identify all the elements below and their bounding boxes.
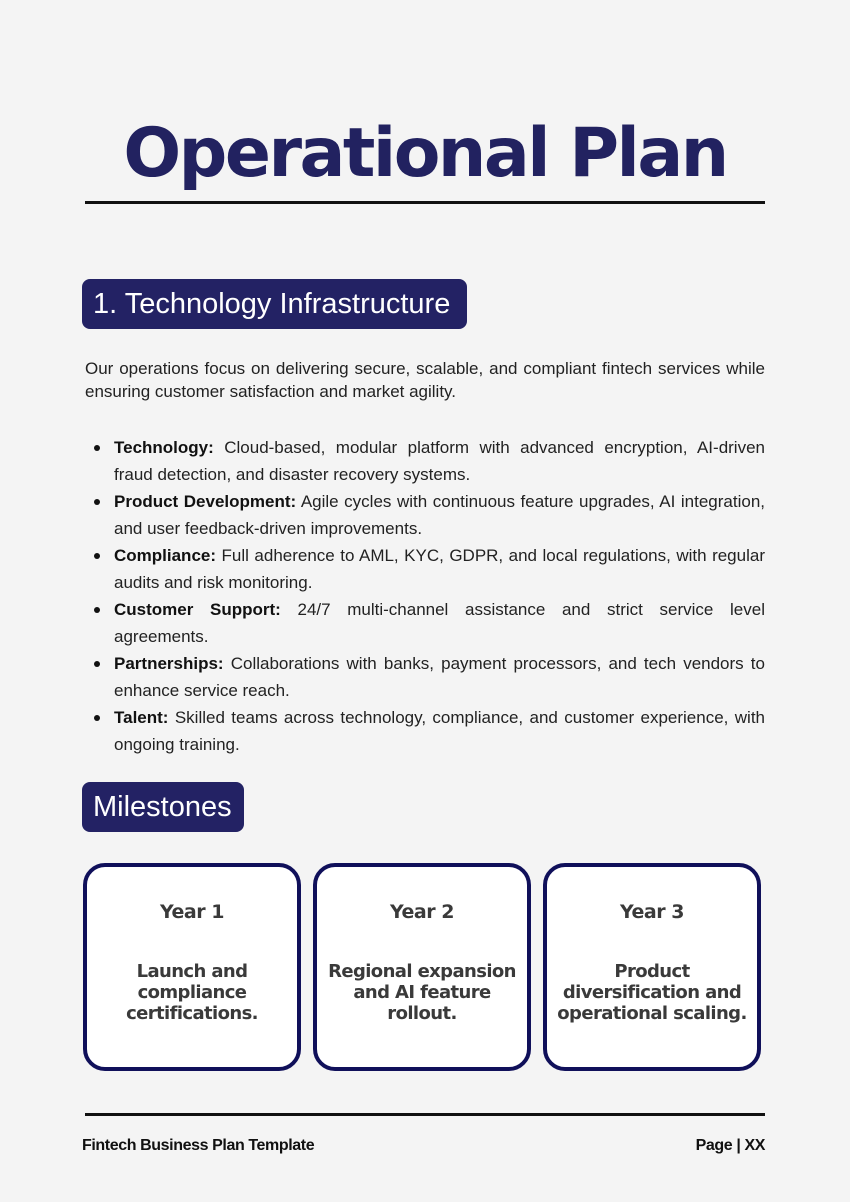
bullet-term: Talent: bbox=[114, 708, 169, 727]
milestone-card-year-2 bbox=[313, 863, 531, 1071]
milestone-cards bbox=[83, 863, 763, 1073]
milestone-year: Year 1 bbox=[160, 901, 224, 923]
milestone-card-year-3 bbox=[543, 863, 761, 1071]
milestone-description: Launch and compliance certifications. bbox=[126, 961, 258, 1024]
milestone-year: Year 3 bbox=[620, 901, 684, 923]
bullet-term: Compliance: bbox=[114, 546, 217, 565]
bullet-item-technology bbox=[85, 434, 765, 488]
footer-document-title: Fintech Business Plan Template bbox=[82, 1137, 315, 1154]
bullet-term: Partnerships: bbox=[114, 654, 224, 673]
bullet-text: 24/7 multi-channel assistance and strict service level agreements. bbox=[114, 600, 765, 646]
operations-bullet-list bbox=[85, 434, 765, 758]
intro-paragraph: Our operations focus on delivering secure, scalable, and compliant fintech services while ensuring customer satisfaction and market agility. bbox=[85, 359, 765, 401]
bullet-text: Cloud-based, modular platform with advanced encryption, AI-driven fraud detection, and disaster recovery systems. bbox=[114, 438, 765, 484]
footer-divider bbox=[85, 1113, 765, 1116]
bullet-text: Collaborations with banks, payment processors, and tech vendors to enhance service reach. bbox=[114, 654, 765, 700]
bullet-item-product-development bbox=[85, 488, 765, 542]
footer-page-number: Page | XX bbox=[695, 1137, 765, 1154]
bullet-term: Product Development: bbox=[114, 492, 297, 511]
section-heading-milestones: Milestones bbox=[82, 782, 244, 832]
bullet-term: Technology: bbox=[114, 438, 214, 457]
milestone-year: Year 2 bbox=[390, 901, 454, 923]
bullet-text: Full adherence to AML, KYC, GDPR, and local regulations, with regular audits and risk monitoring. bbox=[114, 546, 765, 592]
section-heading-technology: 1. Technology Infrastructure bbox=[82, 279, 467, 329]
bullet-text: Agile cycles with continuous feature upgrades, AI integration, and user feedback-driven improvements. bbox=[114, 492, 765, 538]
milestone-description: Product diversification and operational scaling. bbox=[557, 961, 747, 1024]
title-divider bbox=[85, 201, 765, 204]
milestone-description: Regional expansion and AI feature rollout. bbox=[328, 961, 516, 1024]
bullet-item-compliance bbox=[85, 542, 765, 596]
bullet-term: Customer Support: bbox=[114, 600, 281, 619]
bullet-text: Skilled teams across technology, compliance, and customer experience, with ongoing training. bbox=[114, 708, 765, 754]
page-title: Operational Plan bbox=[123, 114, 727, 193]
bullet-item-customer-support bbox=[85, 596, 765, 650]
milestone-card-year-1 bbox=[83, 863, 301, 1071]
bullet-item-talent bbox=[85, 704, 765, 758]
bullet-item-partnerships bbox=[85, 650, 765, 704]
